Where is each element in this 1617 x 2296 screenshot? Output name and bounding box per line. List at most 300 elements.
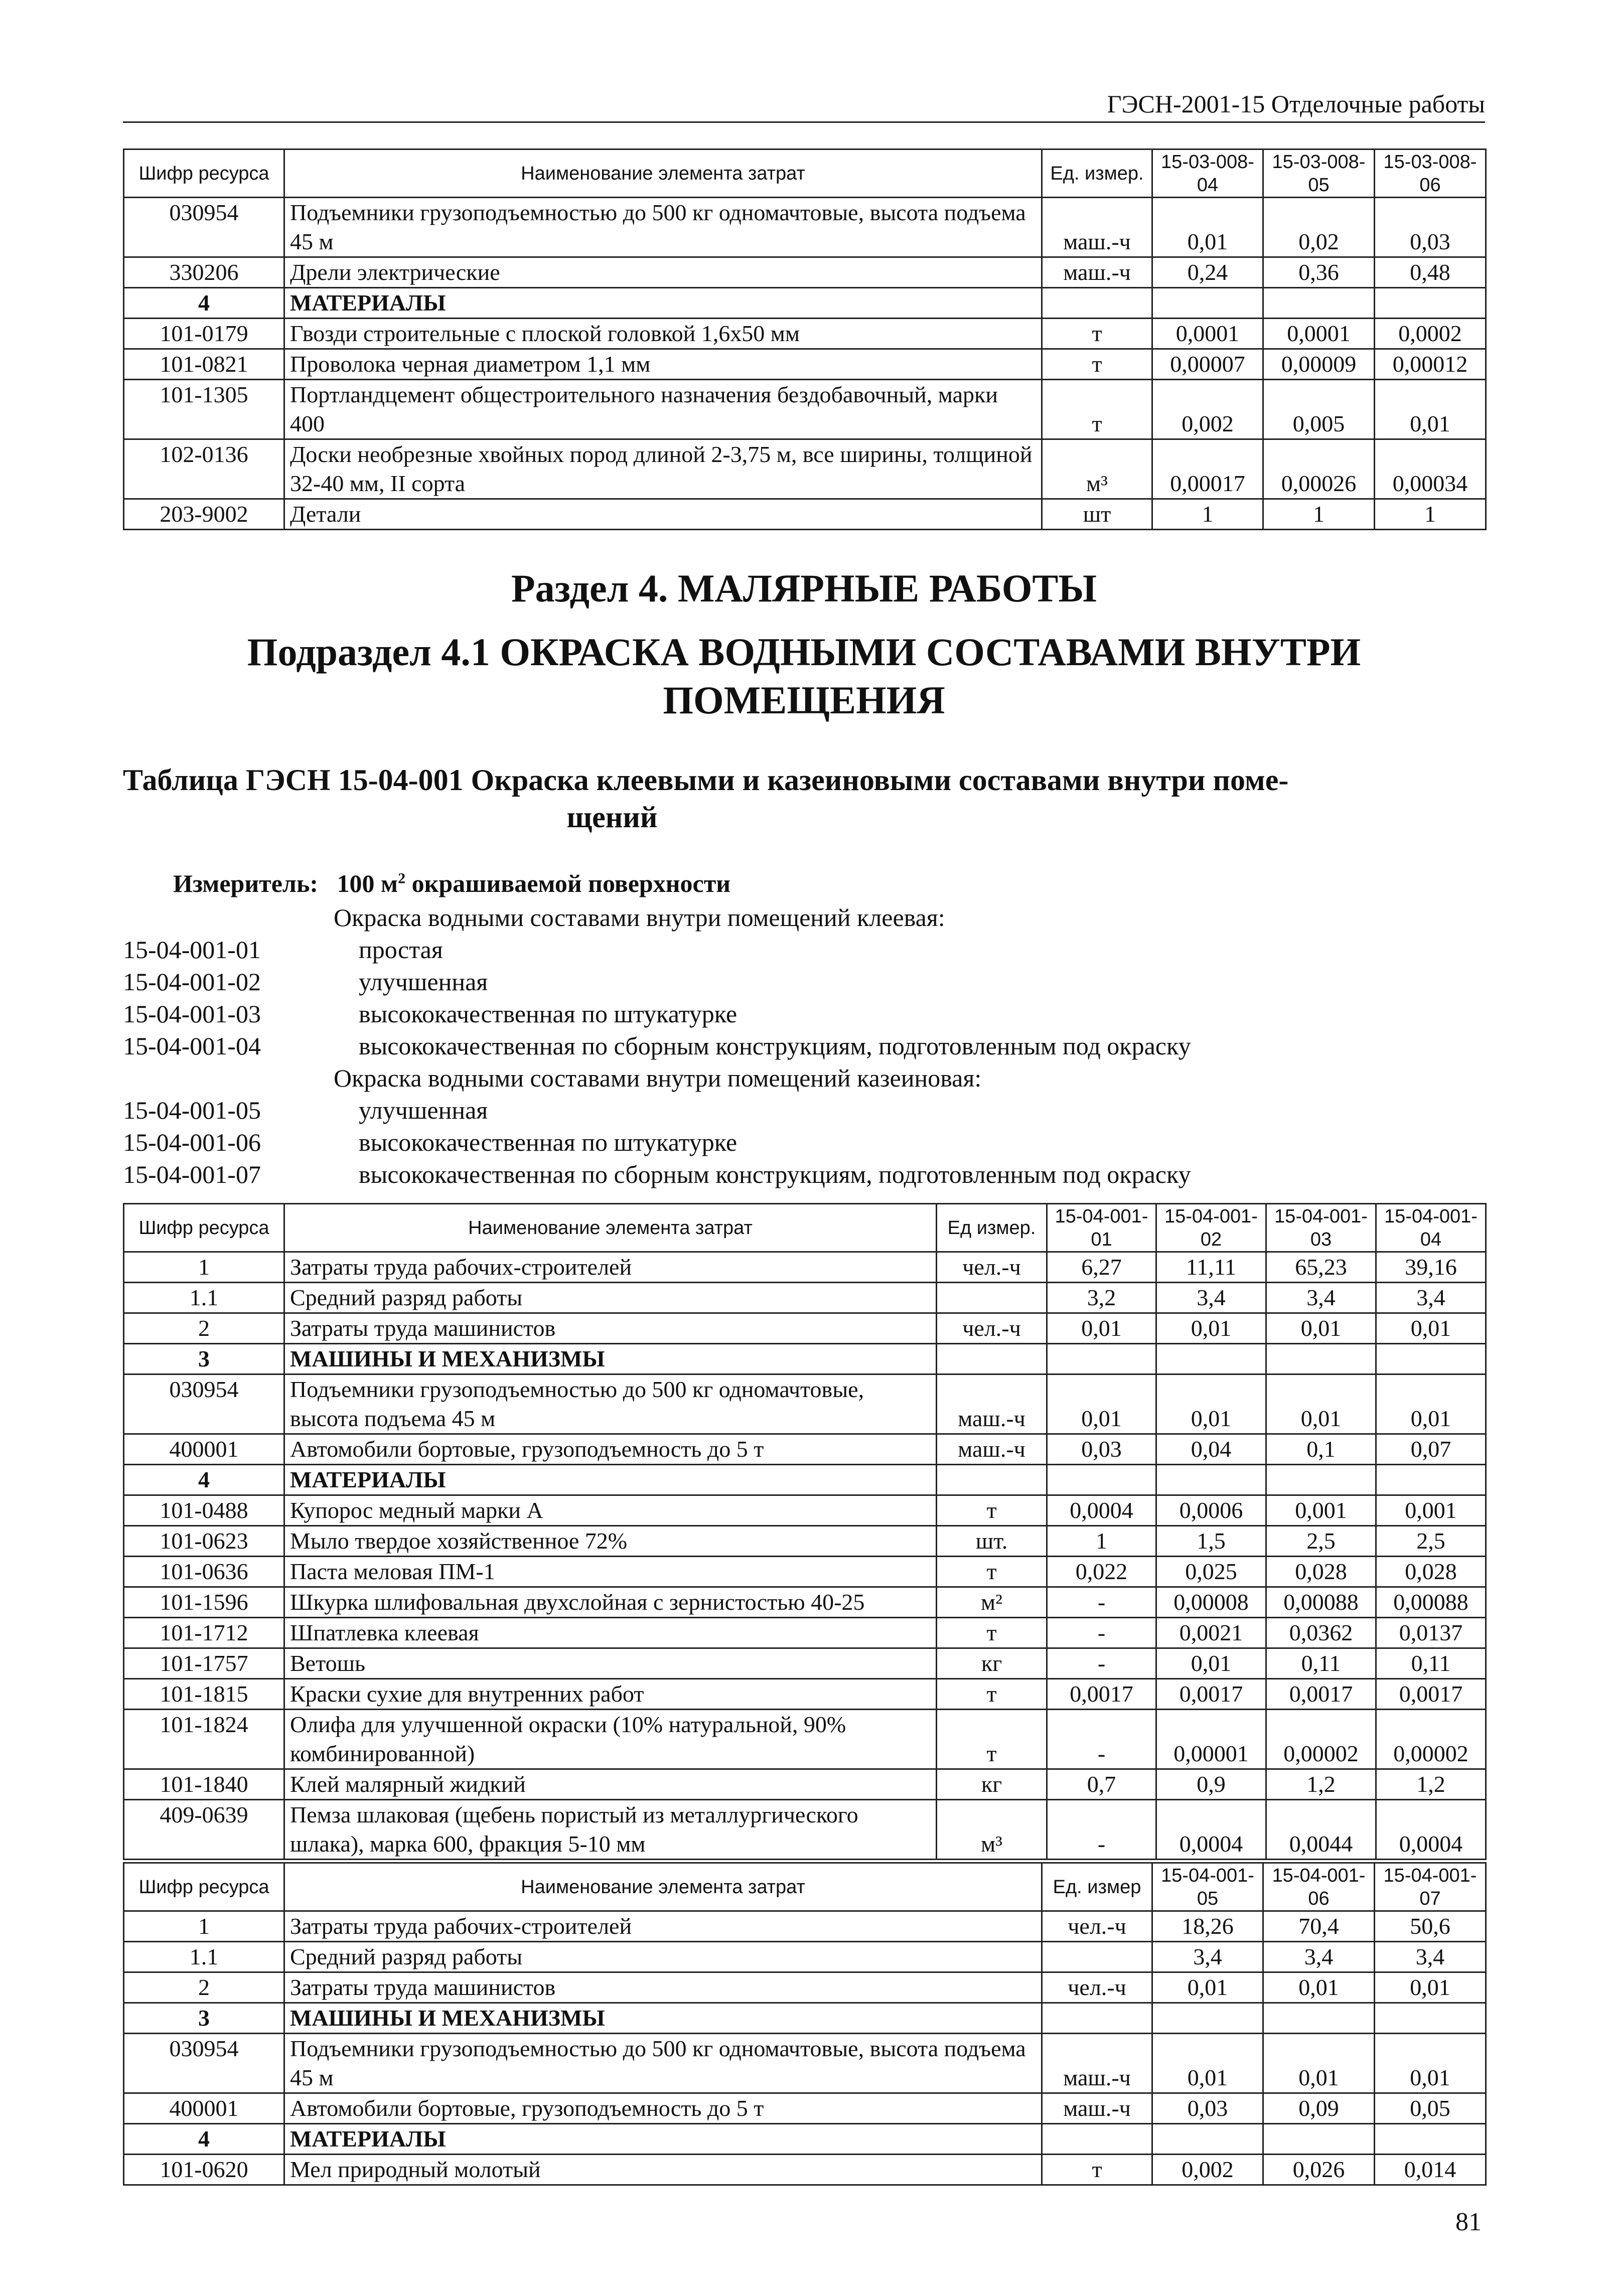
value-cell: 1	[1375, 499, 1486, 530]
value-cell: 0,0006	[1156, 1495, 1266, 1526]
resource-name: Детали	[284, 499, 1042, 530]
value-cell: 0,00017	[1152, 439, 1263, 499]
resource-name: Паста меловая ПМ-1	[284, 1557, 937, 1587]
value-cell: 0,005	[1263, 380, 1375, 439]
value-cell: 0,01	[1156, 1648, 1266, 1679]
unit-cell: маш.-ч	[1042, 2034, 1152, 2093]
value-cell	[1047, 1465, 1156, 1495]
resource-name: Затраты труда рабочих-строителей	[284, 1911, 1042, 1942]
unit-cell: т	[1042, 2155, 1152, 2185]
table-row	[124, 1434, 1486, 1465]
resource-name: Краски сухие для внутренних работ	[284, 1679, 937, 1710]
resource-code: 101-1712	[124, 1618, 284, 1648]
resource-code: 101-0179	[124, 319, 284, 349]
measure-label: Измеритель:	[173, 869, 319, 897]
value-cell: 0,01	[1152, 198, 1263, 257]
measure-rest: окрашиваемой поверхности	[405, 869, 731, 897]
table-title: Таблица ГЭСН 15-04-001 Окраска клеевыми и казеиновыми составами внутри поме-	[123, 763, 1289, 797]
norm-code: 15-04-001-02	[123, 968, 261, 996]
unit-cell: м³	[1042, 439, 1152, 499]
value-cell: 0,014	[1375, 2155, 1486, 2185]
value-cell: 0,0017	[1376, 1679, 1486, 1710]
unit-cell: маш.-ч	[1042, 198, 1152, 257]
value-cell: 0,03	[1375, 198, 1486, 257]
value-cell: 0,002	[1152, 2155, 1263, 2185]
value-cell: -	[1047, 1800, 1156, 1860]
resource-code: 409-0639	[124, 1800, 284, 1860]
unit-cell: кг	[937, 1769, 1047, 1800]
value-cell: 0,00026	[1263, 439, 1375, 499]
value-cell: 0,0362	[1266, 1618, 1376, 1648]
value-cell: 0,36	[1263, 257, 1375, 288]
norm-description: высококачественная по сборным конструкциям, подготовленным под окраску	[359, 1160, 1191, 1188]
norm-description: улучшенная	[359, 1096, 488, 1124]
table-row	[124, 1495, 1486, 1526]
unit-cell: т	[937, 1495, 1047, 1526]
unit-cell: маш.-ч	[937, 1434, 1047, 1465]
table-row	[124, 1769, 1486, 1800]
table-row	[124, 1618, 1486, 1648]
group-heading-text: Окраска водными составами внутри помещений казеиновая:	[334, 1064, 982, 1092]
value-cell: 0,03	[1152, 2093, 1263, 2124]
value-cell: 0,7	[1047, 1769, 1156, 1800]
norm-description: высококачественная по штукатурке	[359, 1000, 738, 1028]
unit-cell: м²	[937, 1587, 1047, 1618]
resource-table-3	[123, 1862, 1487, 2186]
value-cell	[1375, 288, 1486, 319]
value-cell: 50,6	[1375, 1911, 1486, 1942]
unit-cell: т	[1042, 349, 1152, 380]
table-row	[124, 1800, 1486, 1860]
col-code-header: Шифр ресурса	[124, 1204, 284, 1252]
value-cell	[1156, 1465, 1266, 1495]
table-row	[124, 1526, 1486, 1557]
value-cell: 0,07	[1376, 1434, 1486, 1465]
resource-code: 101-1305	[124, 380, 284, 439]
code-list-item	[123, 935, 1485, 967]
value-cell: 0,01	[1376, 1313, 1486, 1344]
value-cell: 0,025	[1156, 1557, 1266, 1587]
resource-code: 101-1840	[124, 1769, 284, 1800]
code-list-item	[123, 1160, 1485, 1192]
value-cell	[1376, 1344, 1486, 1374]
value-cell: 0,028	[1266, 1557, 1376, 1587]
resource-name: МАТЕРИАЛЫ	[284, 288, 1042, 319]
value-cell: 0,24	[1152, 257, 1263, 288]
value-cell	[1152, 2124, 1263, 2155]
unit-cell: маш.-ч	[937, 1374, 1047, 1434]
resource-code: 203-9002	[124, 499, 284, 530]
resource-name: Автомобили бортовые, грузоподъемность до 5 т	[284, 1434, 937, 1465]
value-cell: 3,4	[1156, 1283, 1266, 1313]
value-cell: 0,01	[1047, 1374, 1156, 1434]
col-norm-header: 15-03-008-05	[1263, 149, 1375, 198]
col-norm-header: 15-04-001-05	[1152, 1863, 1263, 1911]
value-cell: 0,09	[1263, 2093, 1375, 2124]
col-unit-header: Ед измер.	[937, 1204, 1047, 1252]
table-row	[124, 1648, 1486, 1679]
norm-description: высококачественная по штукатурке	[359, 1128, 738, 1156]
col-norm-header: 15-04-001-06	[1263, 1863, 1375, 1911]
value-cell: 0,01	[1376, 1374, 1486, 1434]
resource-code: 400001	[124, 1434, 284, 1465]
value-cell: 0,01	[1152, 1972, 1263, 2003]
resource-code: 101-1815	[124, 1679, 284, 1710]
header-title: ГЭСН-2001-15 Отделочные работы	[1107, 90, 1485, 118]
unit-cell	[1042, 288, 1152, 319]
measure-line	[173, 869, 730, 898]
resource-name: Гвозди строительные с плоской головкой 1,6х50 мм	[284, 319, 1042, 349]
resource-code: 030954	[124, 198, 284, 257]
code-group-heading	[123, 903, 1485, 935]
resource-name: Шпатлевка клеевая	[284, 1618, 937, 1648]
resource-name: Затраты труда рабочих-строителей	[284, 1252, 937, 1283]
value-cell: 1,2	[1266, 1769, 1376, 1800]
measure-value: 100 м	[337, 869, 398, 897]
value-cell	[1376, 1465, 1486, 1495]
value-cell: 0,00088	[1376, 1587, 1486, 1618]
value-cell	[1156, 1344, 1266, 1374]
subsection-title-cont: ПОМЕЩЕНИЯ	[663, 678, 945, 722]
value-cell: 0,01	[1375, 1972, 1486, 2003]
resource-code: 1.1	[124, 1283, 284, 1313]
resource-table-1	[123, 148, 1487, 530]
resource-name: Подъемники грузоподъемностью до 500 кг одномачтовые, высота подъема 45 м	[284, 198, 1042, 257]
resource-name: Мел природный молотый	[284, 2155, 1042, 2185]
resource-code: 2	[124, 1313, 284, 1344]
value-cell: 39,16	[1376, 1252, 1486, 1283]
resource-name: Портландцемент общестроительного назначения бездобавочный, марки 400	[284, 380, 1042, 439]
unit-cell: шт.	[937, 1526, 1047, 1557]
unit-cell: т	[937, 1557, 1047, 1587]
resource-code: 2	[124, 1972, 284, 2003]
col-norm-header: 15-04-001-03	[1266, 1204, 1376, 1252]
value-cell	[1375, 2124, 1486, 2155]
value-cell: 0,00002	[1376, 1710, 1486, 1769]
value-cell: 3,4	[1376, 1283, 1486, 1313]
measure-sup: 2	[398, 870, 406, 887]
value-cell: 2,5	[1266, 1526, 1376, 1557]
value-cell	[1266, 1465, 1376, 1495]
col-name-header: Наименование элемента затрат	[284, 1204, 937, 1252]
resource-name: МАШИНЫ И МЕХАНИЗМЫ	[284, 1344, 937, 1374]
table-row	[124, 1679, 1486, 1710]
resource-name: Проволока черная диаметром 1,1 мм	[284, 349, 1042, 380]
table-section-row	[124, 2003, 1486, 2034]
code-list-item	[123, 1096, 1485, 1128]
table-row	[124, 380, 1486, 439]
value-cell: 0,0021	[1156, 1618, 1266, 1648]
resource-name: Доски необрезные хвойных пород длиной 2-3,75 м, все ширины, толщиной 32-40 мм, II сорта	[284, 439, 1042, 499]
norm-code: 15-04-001-03	[123, 1000, 261, 1028]
resource-code: 101-0488	[124, 1495, 284, 1526]
value-cell: 65,23	[1266, 1252, 1376, 1283]
table-row	[124, 2093, 1486, 2124]
resource-name: Подъемники грузоподъемностью до 500 кг одномачтовые, высота подъема 45 м	[284, 2034, 1042, 2093]
value-cell: 1	[1263, 499, 1375, 530]
unit-cell: т	[1042, 380, 1152, 439]
subsection-title: Подраздел 4.1 ОКРАСКА ВОДНЫМИ СОСТАВАМИ ВНУТРИ	[247, 630, 1361, 674]
resource-name: МАТЕРИАЛЫ	[284, 1465, 937, 1495]
value-cell: 0,00001	[1156, 1710, 1266, 1769]
value-cell: 0,00034	[1375, 439, 1486, 499]
value-cell: 3,4	[1263, 1942, 1375, 1972]
resource-name: Автомобили бортовые, грузоподъемность до 5 т	[284, 2093, 1042, 2124]
norm-code: 15-04-001-04	[123, 1032, 261, 1060]
value-cell: 0,0001	[1152, 319, 1263, 349]
resource-code: 101-1596	[124, 1587, 284, 1618]
code-list	[123, 903, 1485, 1192]
col-norm-header: 15-03-008-06	[1375, 149, 1486, 198]
value-cell: 0,0044	[1266, 1800, 1376, 1860]
value-cell: 0,01	[1263, 1972, 1375, 2003]
resource-name: Ветошь	[284, 1648, 937, 1679]
resource-name: Шкурка шлифовальная двухслойная с зернистостью 40-25	[284, 1587, 937, 1618]
table-row	[124, 1313, 1486, 1344]
value-cell: 0,022	[1047, 1557, 1156, 1587]
page-number: 81	[1455, 2208, 1482, 2236]
unit-cell: чел.-ч	[1042, 1972, 1152, 2003]
value-cell: 0,026	[1263, 2155, 1375, 2185]
table-section-row	[124, 2124, 1486, 2155]
value-cell	[1263, 2003, 1375, 2034]
value-cell: 0,9	[1156, 1769, 1266, 1800]
value-cell: 18,26	[1152, 1911, 1263, 1942]
col-norm-header: 15-04-001-02	[1156, 1204, 1266, 1252]
table-row	[124, 1252, 1486, 1283]
col-name-header: Наименование элемента затрат	[284, 149, 1042, 198]
resource-name: Олифа для улучшенной окраски (10% натуральной, 90% комбинированной)	[284, 1710, 937, 1769]
unit-cell: м³	[937, 1800, 1047, 1860]
value-cell: 0,01	[1375, 2034, 1486, 2093]
table-row	[124, 1283, 1486, 1313]
value-cell: 0,00002	[1266, 1710, 1376, 1769]
resource-name: Средний разряд работы	[284, 1942, 1042, 1972]
resource-name: Подъемники грузоподъемностью до 500 кг одномачтовые, высота подъема 45 м	[284, 1374, 937, 1434]
unit-cell: маш.-ч	[1042, 257, 1152, 288]
value-cell: -	[1047, 1648, 1156, 1679]
value-cell: 0,001	[1376, 1495, 1486, 1526]
value-cell: 0,0004	[1156, 1800, 1266, 1860]
value-cell: -	[1047, 1587, 1156, 1618]
value-cell	[1152, 2003, 1263, 2034]
value-cell: 0,01	[1266, 1374, 1376, 1434]
value-cell: 0,01	[1047, 1313, 1156, 1344]
value-cell: 0,11	[1376, 1648, 1486, 1679]
col-unit-header: Ед. измер.	[1042, 149, 1152, 198]
resource-code: 1.1	[124, 1942, 284, 1972]
value-cell: 0,00012	[1375, 349, 1486, 380]
value-cell: 0,01	[1263, 2034, 1375, 2093]
table-row	[124, 257, 1486, 288]
value-cell: 0,002	[1152, 380, 1263, 439]
resource-name: МАТЕРИАЛЫ	[284, 2124, 1042, 2155]
resource-name: Средний разряд работы	[284, 1283, 937, 1313]
resource-code: 030954	[124, 1374, 284, 1434]
table-row	[124, 499, 1486, 530]
value-cell: 0,03	[1047, 1434, 1156, 1465]
value-cell: 11,11	[1156, 1252, 1266, 1283]
norm-description: простая	[359, 936, 443, 964]
col-unit-header: Ед. измер	[1042, 1863, 1152, 1911]
value-cell: 0,00088	[1266, 1587, 1376, 1618]
resource-name: МАШИНЫ И МЕХАНИЗМЫ	[284, 2003, 1042, 2034]
resource-code: 3	[124, 2003, 284, 2034]
value-cell: -	[1047, 1618, 1156, 1648]
value-cell: 0,01	[1266, 1313, 1376, 1344]
resource-name: Купорос медный марки А	[284, 1495, 937, 1526]
value-cell: 0,05	[1375, 2093, 1486, 2124]
section-title: Раздел 4. МАЛЯРНЫЕ РАБОТЫ	[511, 566, 1097, 610]
resource-name: Дрели электрические	[284, 257, 1042, 288]
col-norm-header: 15-04-001-01	[1047, 1204, 1156, 1252]
unit-cell: шт	[1042, 499, 1152, 530]
table-row	[124, 319, 1486, 349]
value-cell	[1047, 1344, 1156, 1374]
resource-code: 102-0136	[124, 439, 284, 499]
value-cell: 0,028	[1376, 1557, 1486, 1587]
unit-cell	[1042, 2124, 1152, 2155]
resource-name: Затраты труда машинистов	[284, 1972, 1042, 2003]
value-cell: 0,02	[1263, 198, 1375, 257]
value-cell: 0,001	[1266, 1495, 1376, 1526]
table-row	[124, 2034, 1486, 2093]
value-cell: 0,01	[1156, 1313, 1266, 1344]
table-row	[124, 1557, 1486, 1587]
value-cell: 3,4	[1375, 1942, 1486, 1972]
table-row	[124, 1911, 1486, 1942]
value-cell: 0,00007	[1152, 349, 1263, 380]
table-section-row	[124, 1465, 1486, 1495]
table-row	[124, 1374, 1486, 1434]
table-row	[124, 198, 1486, 257]
table-row	[124, 1587, 1486, 1618]
value-cell: 0,0017	[1266, 1679, 1376, 1710]
resource-code: 3	[124, 1344, 284, 1374]
value-cell: 0,48	[1375, 257, 1486, 288]
unit-cell: т	[937, 1679, 1047, 1710]
resource-name: Пемза шлаковая (щебень пористый из металлургического шлака), марка 600, фракция 5-10 мм	[284, 1800, 937, 1860]
value-cell: 3,4	[1152, 1942, 1263, 1972]
code-list-item	[123, 1128, 1485, 1160]
norm-description: высококачественная по сборным конструкциям, подготовленным под окраску	[359, 1032, 1191, 1060]
value-cell: 0,0004	[1047, 1495, 1156, 1526]
norm-code: 15-04-001-01	[123, 936, 261, 964]
resource-code: 101-1757	[124, 1648, 284, 1679]
col-norm-header: 15-04-001-07	[1375, 1863, 1486, 1911]
unit-cell: кг	[937, 1648, 1047, 1679]
resource-code: 1	[124, 1252, 284, 1283]
value-cell: 0,0001	[1263, 319, 1375, 349]
unit-cell: чел.-ч	[937, 1252, 1047, 1283]
value-cell: 0,0017	[1156, 1679, 1266, 1710]
unit-cell	[937, 1465, 1047, 1495]
resource-code: 4	[124, 2124, 284, 2155]
value-cell	[1263, 288, 1375, 319]
unit-cell	[937, 1283, 1047, 1313]
col-norm-header: 15-03-008-04	[1152, 149, 1263, 198]
table-row	[124, 1710, 1486, 1769]
value-cell: 0,11	[1266, 1648, 1376, 1679]
resource-code: 400001	[124, 2093, 284, 2124]
unit-cell	[1042, 2003, 1152, 2034]
col-code-header: Шифр ресурса	[124, 1863, 284, 1911]
col-code-header: Шифр ресурса	[124, 149, 284, 198]
table-row	[124, 2155, 1486, 2185]
resource-code: 030954	[124, 2034, 284, 2093]
value-cell	[1263, 2124, 1375, 2155]
norm-code: 15-04-001-06	[123, 1128, 261, 1156]
resource-code: 4	[124, 1465, 284, 1495]
unit-cell	[937, 1344, 1047, 1374]
value-cell: 0,00008	[1156, 1587, 1266, 1618]
table-row	[124, 349, 1486, 380]
resource-table-2	[123, 1203, 1487, 1860]
value-cell: 0,0002	[1375, 319, 1486, 349]
value-cell: 0,01	[1152, 2034, 1263, 2093]
resource-code: 101-0620	[124, 2155, 284, 2185]
code-group-heading	[123, 1063, 1485, 1096]
value-cell: 0,0137	[1376, 1618, 1486, 1648]
value-cell: 0,01	[1156, 1374, 1266, 1434]
resource-code: 101-0636	[124, 1557, 284, 1587]
code-list-item	[123, 967, 1485, 999]
resource-code: 101-1824	[124, 1710, 284, 1769]
value-cell: -	[1047, 1710, 1156, 1769]
col-norm-header: 15-04-001-04	[1376, 1204, 1486, 1252]
resource-code: 101-0821	[124, 349, 284, 380]
value-cell: 3,4	[1266, 1283, 1376, 1313]
resource-name: Мыло твердое хозяйственное 72%	[284, 1526, 937, 1557]
unit-cell: т	[937, 1618, 1047, 1648]
unit-cell: маш.-ч	[1042, 2093, 1152, 2124]
table-section-row	[124, 288, 1486, 319]
value-cell: 1,5	[1156, 1526, 1266, 1557]
resource-code: 330206	[124, 257, 284, 288]
value-cell: 6,27	[1047, 1252, 1156, 1283]
value-cell: 0,0017	[1047, 1679, 1156, 1710]
norm-code: 15-04-001-07	[123, 1160, 261, 1188]
unit-cell: т	[937, 1710, 1047, 1769]
value-cell	[1266, 1344, 1376, 1374]
value-cell: 0,04	[1156, 1434, 1266, 1465]
unit-cell: т	[1042, 319, 1152, 349]
table-row	[124, 1942, 1486, 1972]
value-cell: 0,00009	[1263, 349, 1375, 380]
value-cell	[1152, 288, 1263, 319]
value-cell: 0,01	[1375, 380, 1486, 439]
group-heading-text: Окраска водными составами внутри помещений клеевая:	[334, 903, 945, 932]
value-cell: 0,1	[1266, 1434, 1376, 1465]
unit-cell: чел.-ч	[1042, 1911, 1152, 1942]
value-cell: 1	[1152, 499, 1263, 530]
norm-description: улучшенная	[359, 968, 488, 996]
resource-code: 101-0623	[124, 1526, 284, 1557]
table-row	[124, 439, 1486, 499]
value-cell: 2,5	[1376, 1526, 1486, 1557]
code-list-item	[123, 1031, 1485, 1063]
page-header	[123, 84, 1485, 123]
table-section-row	[124, 1344, 1486, 1374]
resource-code: 4	[124, 288, 284, 319]
resource-name: Затраты труда машинистов	[284, 1313, 937, 1344]
unit-cell: чел.-ч	[937, 1313, 1047, 1344]
table-title-cont: щений	[566, 801, 658, 834]
value-cell	[1375, 2003, 1486, 2034]
unit-cell	[1042, 1942, 1152, 1972]
value-cell: 0,0004	[1376, 1800, 1486, 1860]
resource-code: 1	[124, 1911, 284, 1942]
